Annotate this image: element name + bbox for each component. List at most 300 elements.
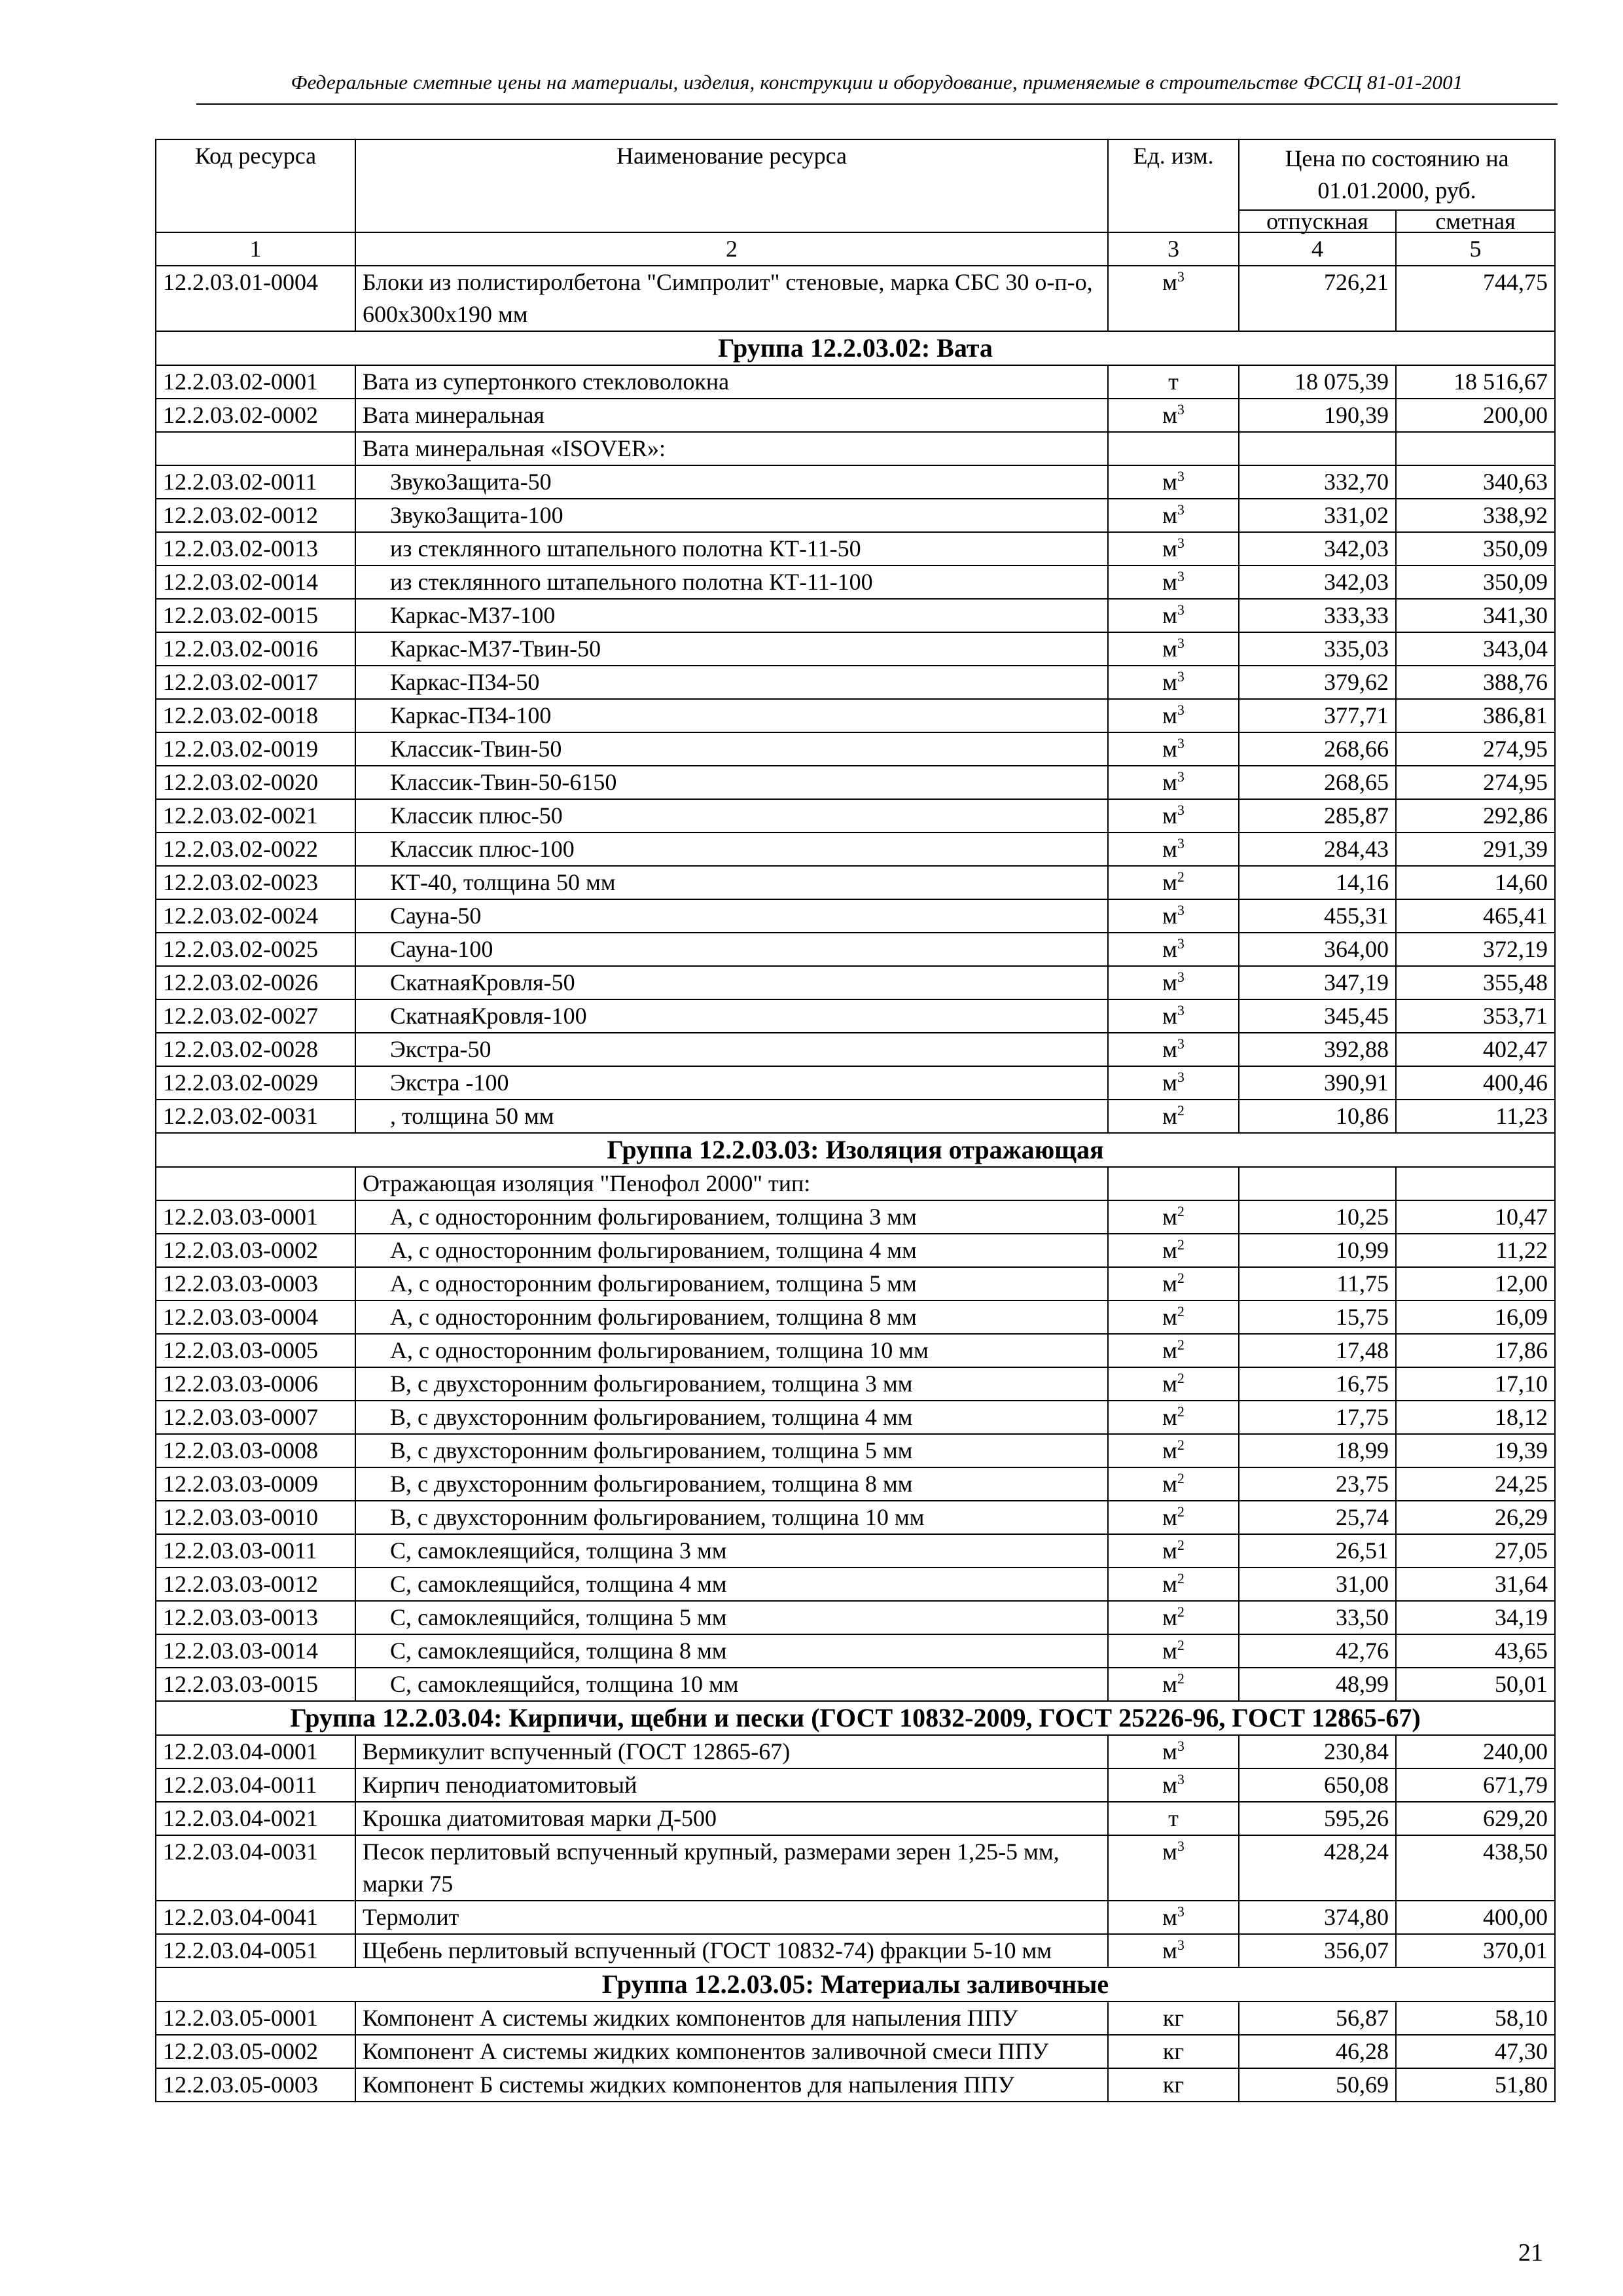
resource-code: 12.2.03.03-0014: [156, 1634, 355, 1668]
estimate-price: 43,65: [1396, 1634, 1555, 1668]
resource-name: Вермикулит вспученный (ГОСТ 12865-67): [355, 1735, 1108, 1768]
unit-power: 3: [1177, 1771, 1185, 1787]
resource-unit: [1108, 1835, 1239, 1901]
table-row: [156, 1434, 1555, 1467]
resource-unit: [1108, 365, 1239, 399]
resource-code: 12.2.03.05-0001: [156, 2001, 355, 2035]
resource-name: Песок перлитовый вспученный крупный, размерами зерен 1,25-5 мм, марки 75: [355, 1835, 1108, 1901]
release-price: 25,74: [1239, 1501, 1396, 1534]
estimate-price: 274,95: [1396, 732, 1555, 766]
resource-name: Классик-Твин-50: [355, 732, 1108, 766]
estimate-price: 744,75: [1396, 266, 1555, 331]
resource-unit: [1108, 1934, 1239, 1967]
table-row: [156, 966, 1555, 999]
resource-code: 12.2.03.05-0002: [156, 2035, 355, 2068]
resource-name: В, с двухсторонним фольгированием, толщина 10 мм: [355, 1501, 1108, 1534]
unit-power: 2: [1177, 1437, 1185, 1453]
estimate-price: 350,09: [1396, 532, 1555, 565]
unit-base: м: [1162, 269, 1177, 295]
estimate-price: 343,04: [1396, 632, 1555, 666]
release-price: 16,75: [1239, 1367, 1396, 1401]
col-number: 1: [156, 232, 355, 266]
group-title: Группа 12.2.03.04: Кирпичи, щебни и пески (ГОСТ 10832-2009, ГОСТ 25226-96, ГОСТ 12865-67): [156, 1701, 1555, 1735]
release-price: 285,87: [1239, 799, 1396, 833]
unit-base: т: [1168, 1805, 1179, 1831]
table-row: [156, 1802, 1555, 1835]
resource-name: Классик плюс-100: [355, 833, 1108, 866]
col-number: 5: [1396, 232, 1555, 266]
release-price: 56,87: [1239, 2001, 1396, 2035]
table-row: [156, 1768, 1555, 1802]
group-heading-row: [156, 1133, 1555, 1167]
resource-name: А, с односторонним фольгированием, толщина 5 мм: [355, 1267, 1108, 1300]
table-row: [156, 1835, 1555, 1901]
unit-base: м: [1162, 1371, 1177, 1397]
unit-base: т: [1168, 368, 1179, 395]
resource-name: А, с односторонним фольгированием, толщина 8 мм: [355, 1300, 1108, 1334]
resource-name: В, с двухсторонним фольгированием, толщина 5 мм: [355, 1434, 1108, 1467]
estimate-price: 27,05: [1396, 1534, 1555, 1568]
release-price: 50,69: [1239, 2068, 1396, 2102]
resource-unit: [1108, 1300, 1239, 1334]
resource-code: 12.2.03.03-0003: [156, 1267, 355, 1300]
resource-unit: [1108, 833, 1239, 866]
table-row: [156, 1735, 1555, 1768]
release-price: 10,86: [1239, 1100, 1396, 1133]
resource-name: В, с двухсторонним фольгированием, толщина 8 мм: [355, 1467, 1108, 1501]
release-price: 33,50: [1239, 1601, 1396, 1634]
resource-code: 12.2.03.03-0015: [156, 1668, 355, 1701]
estimate-price: 629,20: [1396, 1802, 1555, 1835]
table-row: [156, 1901, 1555, 1934]
resource-code: 12.2.03.02-0012: [156, 499, 355, 532]
unit-cell-empty: [1108, 1167, 1239, 1200]
resource-name: Классик-Твин-50-6150: [355, 766, 1108, 799]
resource-unit: [1108, 2068, 1239, 2102]
release-price: 342,03: [1239, 565, 1396, 599]
estimate-price: 17,86: [1396, 1334, 1555, 1367]
table-row: [156, 1601, 1555, 1634]
resource-unit: [1108, 1033, 1239, 1066]
release-price: 595,26: [1239, 1802, 1396, 1835]
resource-code: 12.2.03.03-0012: [156, 1568, 355, 1601]
resource-code: 12.2.03.02-0023: [156, 866, 355, 899]
resource-unit: [1108, 699, 1239, 732]
resource-code: 12.2.03.02-0028: [156, 1033, 355, 1066]
resource-name: Компонент А системы жидких компонентов заливочной смеси ППУ: [355, 2035, 1108, 2068]
code-cell-empty: [156, 432, 355, 465]
resource-code: 12.2.03.02-0011: [156, 465, 355, 499]
group-title: Группа 12.2.03.03: Изоляция отражающая: [156, 1133, 1555, 1167]
unit-base: м: [1162, 1036, 1177, 1062]
estimate-price: 671,79: [1396, 1768, 1555, 1802]
unit-power: 3: [1177, 969, 1185, 985]
resource-code: 12.2.03.02-0029: [156, 1066, 355, 1100]
release-price: 42,76: [1239, 1634, 1396, 1668]
estimate-price: 274,95: [1396, 766, 1555, 799]
unit-base: м: [1162, 1571, 1177, 1597]
release-price: 18,99: [1239, 1434, 1396, 1467]
resource-code: 12.2.03.02-0015: [156, 599, 355, 632]
table-row: [156, 1200, 1555, 1234]
unit-power: 2: [1177, 1604, 1185, 1620]
resource-unit: [1108, 1735, 1239, 1768]
resource-unit: [1108, 565, 1239, 599]
unit-base: м: [1162, 1537, 1177, 1564]
resource-code: 12.2.03.02-0017: [156, 666, 355, 699]
estimate-price: 14,60: [1396, 866, 1555, 899]
resource-code: 12.2.03.03-0013: [156, 1601, 355, 1634]
subheading-text: Вата минеральная «ISOVER»:: [355, 432, 1108, 465]
resource-unit: [1108, 1334, 1239, 1367]
unit-base: м: [1162, 1772, 1177, 1798]
table-row: [156, 365, 1555, 399]
unit-power: 3: [1177, 535, 1185, 551]
resource-unit: [1108, 866, 1239, 899]
resource-name: Вата из супертонкого стекловолокна: [355, 365, 1108, 399]
subheading-row: [156, 432, 1555, 465]
estimate-price: 340,63: [1396, 465, 1555, 499]
col-header-unit: Ед. изм.: [1108, 139, 1239, 232]
unit-power: 2: [1177, 1270, 1185, 1286]
unit-base: м: [1162, 1270, 1177, 1297]
release-price: 374,80: [1239, 1901, 1396, 1934]
unit-base: м: [1162, 1237, 1177, 1263]
estimate-price: 18,12: [1396, 1401, 1555, 1434]
estimate-cell-empty: [1396, 432, 1555, 465]
resource-unit: [1108, 1467, 1239, 1501]
table-row: [156, 799, 1555, 833]
estimate-cell-empty: [1396, 1167, 1555, 1200]
table-row: [156, 1534, 1555, 1568]
unit-base: кг: [1162, 2072, 1185, 2098]
resource-unit: [1108, 532, 1239, 565]
release-price: 10,99: [1239, 1234, 1396, 1267]
resource-code: 12.2.03.03-0010: [156, 1501, 355, 1534]
release-price: 356,07: [1239, 1934, 1396, 1967]
release-price: 17,75: [1239, 1401, 1396, 1434]
resource-code: 12.2.03.03-0001: [156, 1200, 355, 1234]
column-numbers-row: [156, 232, 1555, 266]
release-price: 17,48: [1239, 1334, 1396, 1367]
unit-power: 3: [1177, 601, 1185, 618]
resource-unit: [1108, 966, 1239, 999]
estimate-price: 58,10: [1396, 2001, 1555, 2035]
estimate-price: 438,50: [1396, 1835, 1555, 1901]
unit-base: м: [1162, 836, 1177, 862]
table-row: [156, 899, 1555, 933]
table-row: [156, 1033, 1555, 1066]
resource-unit: [1108, 465, 1239, 499]
resource-unit: [1108, 1267, 1239, 1300]
release-price: 268,66: [1239, 732, 1396, 766]
resource-name: СкатнаяКровля-100: [355, 999, 1108, 1033]
table-row: [156, 465, 1555, 499]
unit-power: 2: [1177, 1470, 1185, 1486]
resource-code: 12.2.03.02-0025: [156, 933, 355, 966]
resource-unit: [1108, 499, 1239, 532]
table-row: [156, 933, 1555, 966]
unit-base: м: [1162, 903, 1177, 929]
table-row: [156, 1501, 1555, 1534]
resource-unit: [1108, 1501, 1239, 1534]
resource-code: 12.2.03.04-0021: [156, 1802, 355, 1835]
release-price: 15,75: [1239, 1300, 1396, 1334]
resource-name: СкатнаяКровля-50: [355, 966, 1108, 999]
release-price: 11,75: [1239, 1267, 1396, 1300]
estimate-price: 16,09: [1396, 1300, 1555, 1334]
release-price: 364,00: [1239, 933, 1396, 966]
unit-power: 2: [1177, 1370, 1185, 1386]
release-price: 347,19: [1239, 966, 1396, 999]
unit-base: м: [1162, 1103, 1177, 1129]
release-price: 18 075,39: [1239, 365, 1396, 399]
unit-base: м: [1162, 535, 1177, 562]
unit-power: 3: [1177, 835, 1185, 852]
resource-unit: [1108, 1802, 1239, 1835]
estimate-price: 353,71: [1396, 999, 1555, 1033]
release-price: 726,21: [1239, 266, 1396, 331]
release-price: 26,51: [1239, 1534, 1396, 1568]
resource-unit: [1108, 2035, 1239, 2068]
estimate-price: 465,41: [1396, 899, 1555, 933]
unit-base: м: [1162, 1437, 1177, 1463]
resource-unit: [1108, 899, 1239, 933]
resource-code: 12.2.03.02-0016: [156, 632, 355, 666]
unit-base: м: [1162, 502, 1177, 528]
resource-name: А, с односторонним фольгированием, толщина 3 мм: [355, 1200, 1108, 1234]
estimate-price: 11,23: [1396, 1100, 1555, 1133]
resource-code: 12.2.03.03-0008: [156, 1434, 355, 1467]
resource-unit: [1108, 1200, 1239, 1234]
resource-code: 12.2.03.05-0003: [156, 2068, 355, 2102]
unit-power: 3: [1177, 935, 1185, 952]
table-row: [156, 1066, 1555, 1100]
unit-power: 2: [1177, 1336, 1185, 1353]
unit-base: м: [1162, 402, 1177, 428]
resource-unit: [1108, 666, 1239, 699]
resource-code: 12.2.03.02-0024: [156, 899, 355, 933]
release-price: 190,39: [1239, 399, 1396, 432]
estimate-price: 10,47: [1396, 1200, 1555, 1234]
unit-power: 2: [1177, 1236, 1185, 1253]
resource-unit: [1108, 1768, 1239, 1802]
resource-unit: [1108, 1534, 1239, 1568]
unit-power: 3: [1177, 735, 1185, 751]
table-row: [156, 2068, 1555, 2102]
unit-base: м: [1162, 1337, 1177, 1363]
resource-name: Каркас-П34-100: [355, 699, 1108, 732]
resource-code: 12.2.03.03-0011: [156, 1534, 355, 1568]
release-price: 390,91: [1239, 1066, 1396, 1100]
release-price: 46,28: [1239, 2035, 1396, 2068]
resource-name: из стеклянного штапельного полотна КТ-11-50: [355, 532, 1108, 565]
table-row: [156, 632, 1555, 666]
unit-power: 3: [1177, 1838, 1185, 1854]
table-row: [156, 1267, 1555, 1300]
group-heading-row: [156, 331, 1555, 365]
release-price: 284,43: [1239, 833, 1396, 866]
resource-name: Сауна-100: [355, 933, 1108, 966]
resource-name: Щебень перлитовый вспученный (ГОСТ 10832-74) фракции 5-10 мм: [355, 1934, 1108, 1967]
estimate-price: 388,76: [1396, 666, 1555, 699]
unit-base: м: [1162, 636, 1177, 662]
unit-power: 2: [1177, 1503, 1185, 1520]
estimate-price: 19,39: [1396, 1434, 1555, 1467]
resource-unit: [1108, 1568, 1239, 1601]
unit-base: м: [1162, 1003, 1177, 1029]
release-price: 31,00: [1239, 1568, 1396, 1601]
estimate-price: 47,30: [1396, 2035, 1555, 2068]
resource-name: С, самоклеящийся, толщина 3 мм: [355, 1534, 1108, 1568]
resource-code: 12.2.03.02-0031: [156, 1100, 355, 1133]
resource-code: 12.2.03.02-0002: [156, 399, 355, 432]
resource-code: 12.2.03.02-0026: [156, 966, 355, 999]
resource-unit: [1108, 2001, 1239, 2035]
resource-unit: [1108, 1401, 1239, 1434]
unit-base: м: [1162, 869, 1177, 895]
unit-power: 3: [1177, 1903, 1185, 1920]
estimate-price: 12,00: [1396, 1267, 1555, 1300]
release-price: 428,24: [1239, 1835, 1396, 1901]
estimate-price: 50,01: [1396, 1668, 1555, 1701]
code-cell-empty: [156, 1167, 355, 1200]
unit-base: м: [1162, 1904, 1177, 1930]
resource-code: 12.2.03.03-0005: [156, 1334, 355, 1367]
resource-code: 12.2.03.02-0020: [156, 766, 355, 799]
unit-base: м: [1162, 1304, 1177, 1330]
resource-unit: [1108, 799, 1239, 833]
table-row: [156, 1367, 1555, 1401]
resource-unit: [1108, 766, 1239, 799]
resource-name: Блоки из полистиролбетона "Симпролит" стеновые, марка СБС 30 о-п-о, 600х300х190 мм: [355, 266, 1108, 331]
estimate-price: 17,10: [1396, 1367, 1555, 1401]
resource-unit: [1108, 933, 1239, 966]
unit-power: 2: [1177, 1203, 1185, 1219]
resource-code: 12.2.03.03-0002: [156, 1234, 355, 1267]
table-row: [156, 1934, 1555, 1967]
table-row: [156, 766, 1555, 799]
resource-name: ЗвукоЗащита-100: [355, 499, 1108, 532]
group-title: Группа 12.2.03.05: Материалы заливочные: [156, 1967, 1555, 2001]
col-number: 2: [355, 232, 1108, 266]
release-price: 335,03: [1239, 632, 1396, 666]
release-price: 230,84: [1239, 1735, 1396, 1768]
resource-unit: [1108, 999, 1239, 1033]
table-row: [156, 399, 1555, 432]
resource-name: Компонент Б системы жидких компонентов для напыления ППУ: [355, 2068, 1108, 2102]
running-header: Федеральные сметные цены на материалы, изделия, конструкции и оборудование, применяемые в строительстве ФССЦ 81-01-2001: [291, 71, 1463, 94]
resource-name: , толщина 50 мм: [355, 1100, 1108, 1133]
table-header-row: [156, 139, 1555, 210]
resource-unit: [1108, 266, 1239, 331]
unit-power: 2: [1177, 1102, 1185, 1119]
resource-unit: [1108, 1100, 1239, 1133]
release-price: 345,45: [1239, 999, 1396, 1033]
resource-code: 12.2.03.04-0001: [156, 1735, 355, 1768]
estimate-price: 338,92: [1396, 499, 1555, 532]
price-table: [155, 139, 1556, 2102]
unit-power: 3: [1177, 802, 1185, 818]
unit-base: м: [1162, 1504, 1177, 1530]
table-row: [156, 666, 1555, 699]
resource-unit: [1108, 1234, 1239, 1267]
unit-base: м: [1162, 602, 1177, 628]
table-row: [156, 565, 1555, 599]
unit-base: м: [1162, 1937, 1177, 1964]
unit-power: 2: [1177, 1637, 1185, 1653]
estimate-price: 350,09: [1396, 565, 1555, 599]
table-row: [156, 999, 1555, 1033]
estimate-price: 240,00: [1396, 1735, 1555, 1768]
release-price: 332,70: [1239, 465, 1396, 499]
resource-code: 12.2.03.03-0007: [156, 1401, 355, 1434]
unit-base: м: [1162, 1204, 1177, 1230]
table-row: [156, 266, 1555, 331]
unit-base: м: [1162, 1404, 1177, 1430]
subheading-row: [156, 1167, 1555, 1200]
unit-base: м: [1162, 769, 1177, 795]
release-price: 377,71: [1239, 699, 1396, 732]
resource-unit: [1108, 632, 1239, 666]
unit-power: 2: [1177, 1537, 1185, 1553]
resource-name: Крошка диатомитовая марки Д-500: [355, 1802, 1108, 1835]
estimate-price: 18 516,67: [1396, 365, 1555, 399]
resource-name: Каркас-П34-50: [355, 666, 1108, 699]
resource-name: КТ-40, толщина 50 мм: [355, 866, 1108, 899]
unit-power: 3: [1177, 1002, 1185, 1018]
resource-name: Вата минеральная: [355, 399, 1108, 432]
resource-name: С, самоклеящийся, толщина 4 мм: [355, 1568, 1108, 1601]
release-price: 342,03: [1239, 532, 1396, 565]
unit-base: м: [1162, 569, 1177, 595]
estimate-price: 370,01: [1396, 1934, 1555, 1967]
table-row: [156, 499, 1555, 532]
col-header-code: Код ресурса: [156, 139, 355, 232]
release-price: 455,31: [1239, 899, 1396, 933]
col-header-release: отпускная: [1239, 210, 1396, 232]
unit-power: 3: [1177, 768, 1185, 785]
resource-name: Компонент А системы жидких компонентов для напыления ППУ: [355, 2001, 1108, 2035]
resource-name: С, самоклеящийся, толщина 8 мм: [355, 1634, 1108, 1668]
table-row: [156, 866, 1555, 899]
release-price: 268,65: [1239, 766, 1396, 799]
page-number: 21: [1518, 2239, 1543, 2267]
table-row: [156, 2035, 1555, 2068]
unit-power: 3: [1177, 702, 1185, 718]
table-row: [156, 1100, 1555, 1133]
resource-unit: [1108, 1367, 1239, 1401]
unit-base: м: [1162, 702, 1177, 728]
table-row: [156, 833, 1555, 866]
resource-code: 12.2.03.04-0051: [156, 1934, 355, 1967]
resource-code: 12.2.03.02-0022: [156, 833, 355, 866]
unit-base: м: [1162, 802, 1177, 829]
estimate-price: 31,64: [1396, 1568, 1555, 1601]
resource-code: 12.2.03.02-0019: [156, 732, 355, 766]
resource-code: 12.2.03.02-0027: [156, 999, 355, 1033]
unit-base: м: [1162, 936, 1177, 962]
unit-power: 3: [1177, 501, 1185, 518]
resource-code: 12.2.03.03-0004: [156, 1300, 355, 1334]
table-row: [156, 599, 1555, 632]
estimate-price: 292,86: [1396, 799, 1555, 833]
release-price: 331,02: [1239, 499, 1396, 532]
resource-code: 12.2.03.02-0001: [156, 365, 355, 399]
unit-base: м: [1162, 1471, 1177, 1497]
resource-name: А, с односторонним фольгированием, толщина 4 мм: [355, 1234, 1108, 1267]
table-row: [156, 1334, 1555, 1367]
